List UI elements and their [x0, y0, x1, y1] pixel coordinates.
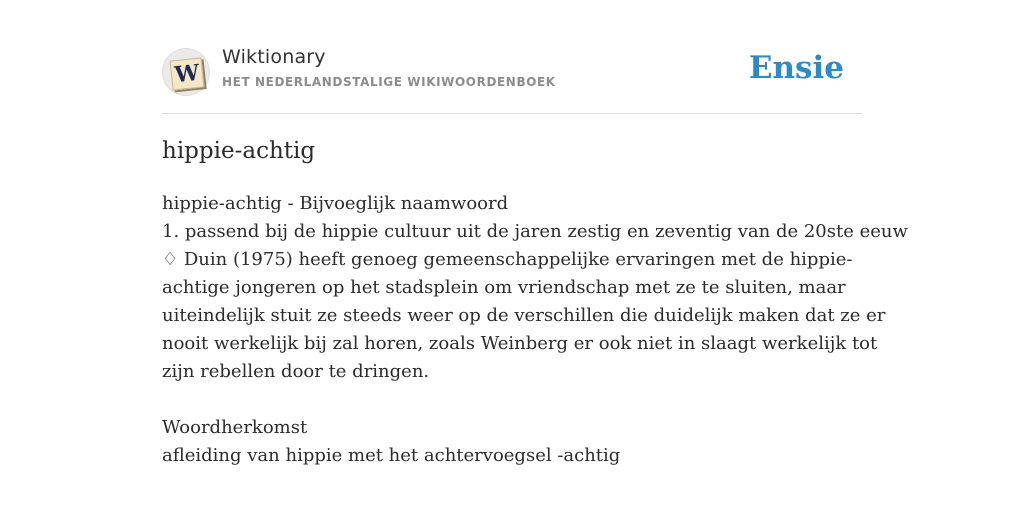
- etymology-block: [162, 414, 862, 470]
- example-line: achtige jongeren op het stadsplein om vriendschap met ze te sluiten, maar: [162, 277, 846, 298]
- example-line: zijn rebellen door te dringen.: [162, 361, 430, 382]
- example-line: ♢ Duin (1975) heeft genoeg gemeenschappelijke ervaringen met de hippie-: [162, 249, 853, 270]
- etymology-heading: Woordherkomst: [162, 417, 308, 438]
- page-container: [162, 0, 908, 512]
- definition-line: hippie-achtig - Bijvoeglijk naamwoord: [162, 193, 509, 214]
- example-line: nooit werkelijk bij zal horen, zoals Weinberg er ook niet in slaagt werkelijk tot: [162, 333, 878, 354]
- site-title[interactable]: Wiktionary: [222, 46, 326, 68]
- etymology-text: afleiding van hippie met het achtervoegsel -achtig: [162, 445, 621, 466]
- definition-block: [162, 190, 908, 386]
- header-divider: [162, 113, 862, 114]
- wiktionary-logo-icon: W: [170, 57, 205, 90]
- ensie-brand-logo[interactable]: Ensie: [748, 50, 844, 86]
- definition-line: 1. passend bij de hippie cultuur uit de jaren zestig en zeventig van de 20ste eeuw: [162, 221, 908, 242]
- wiktionary-logo[interactable]: [162, 48, 210, 96]
- site-subtitle: HET NEDERLANDSTALIGE WIKIWOORDENBOEK: [222, 75, 556, 89]
- site-header: [162, 44, 862, 100]
- example-line: uiteindelijk stuit ze steeds weer op de verschillen die duidelijk maken dat ze er: [162, 305, 886, 326]
- page-title: hippie-achtig: [162, 138, 316, 164]
